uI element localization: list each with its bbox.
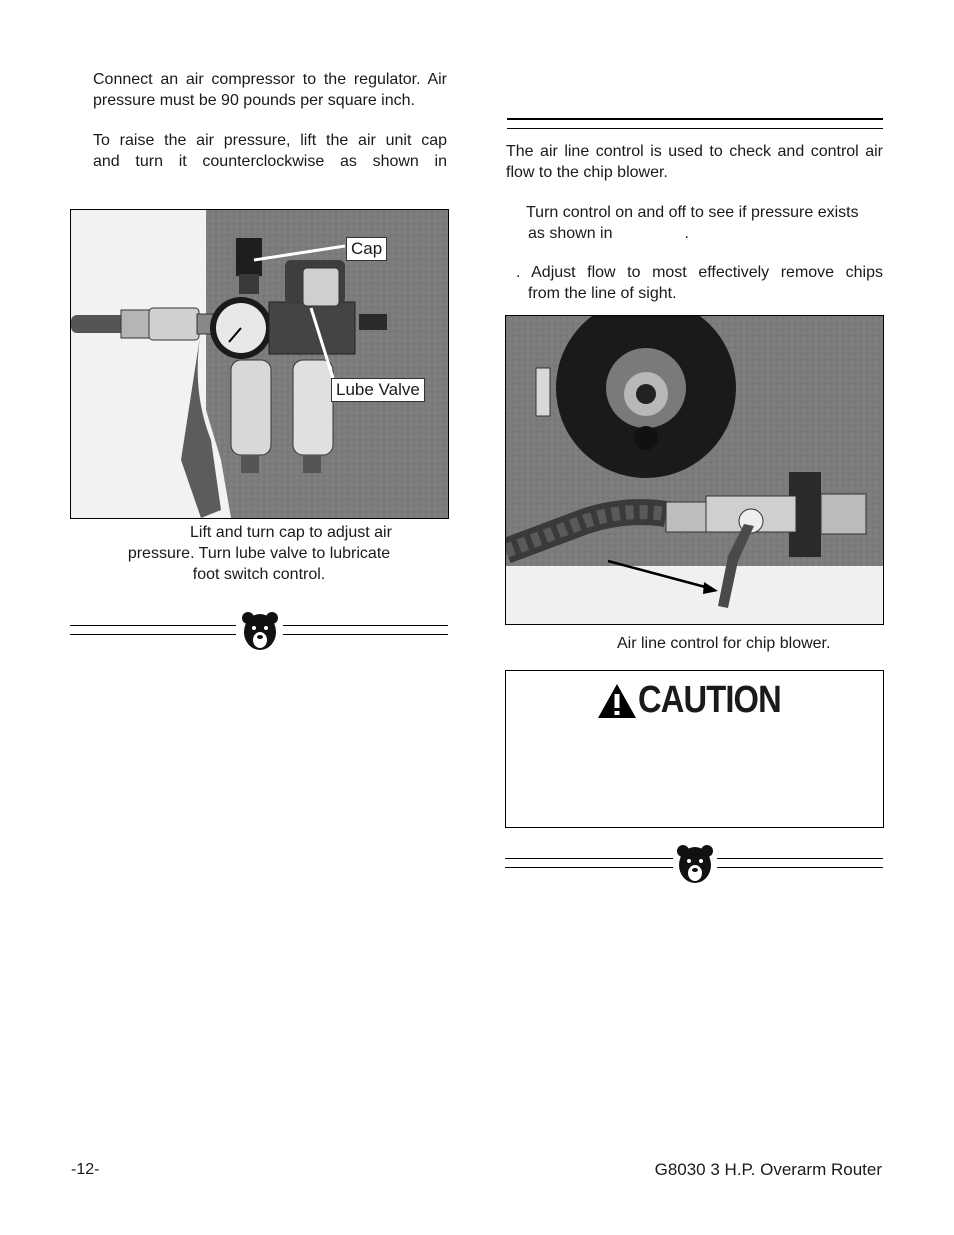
text-line: Turn control on and off to see if pressure exists <box>526 204 859 221</box>
step-2 <box>516 262 883 304</box>
page-number: -12- <box>71 1161 100 1178</box>
text-line: . <box>684 225 689 242</box>
caution-title: CAUTION <box>638 679 781 721</box>
bear-logo-icon <box>675 843 715 885</box>
text-line: . Adjust flow to most effectively remove chips <box>516 264 883 281</box>
regulator-photo <box>70 209 449 519</box>
cap-callout: Cap <box>346 237 387 261</box>
text-line: The air line control is used to check and control air <box>506 143 883 160</box>
caution-box <box>505 670 884 828</box>
caution-header <box>596 679 804 722</box>
regulator-illustration <box>71 210 448 518</box>
compressor-paragraph <box>93 69 447 111</box>
text-line: To raise the air pressure, lift the air unit cap <box>93 132 447 149</box>
lube-valve-callout: Lube Valve <box>331 378 425 402</box>
heading-rule <box>507 118 883 120</box>
caption-line: foot switch control. <box>192 566 326 583</box>
text-line: and turn it counterclockwise as shown in <box>93 153 447 170</box>
text-line: flow to the chip blower. <box>506 164 668 181</box>
air-line-illustration <box>506 316 883 624</box>
caption-line: pressure. Turn lube valve to lubricate <box>127 545 391 562</box>
intro-paragraph <box>506 141 883 183</box>
product-title: G8030 3 H.P. Overarm Router <box>654 1160 882 1179</box>
air-line-caption <box>505 633 882 654</box>
caption-line: Air line control for chip blower. <box>617 635 831 652</box>
heading-rule <box>507 128 883 129</box>
text-line: Connect an air compressor to the regulator. Air <box>93 71 447 88</box>
air-pressure-paragraph <box>93 130 447 172</box>
bear-logo-icon <box>240 610 280 652</box>
caption-line: Lift and turn cap to adjust air <box>190 524 392 541</box>
warning-triangle-icon <box>596 682 638 720</box>
regulator-caption <box>100 522 418 585</box>
step-1 <box>526 202 883 244</box>
text-line: as shown in <box>528 225 613 242</box>
air-line-photo <box>505 315 884 625</box>
text-line: from the line of sight. <box>528 285 677 302</box>
text-line: pressure must be 90 pounds per square inch. <box>93 92 415 109</box>
